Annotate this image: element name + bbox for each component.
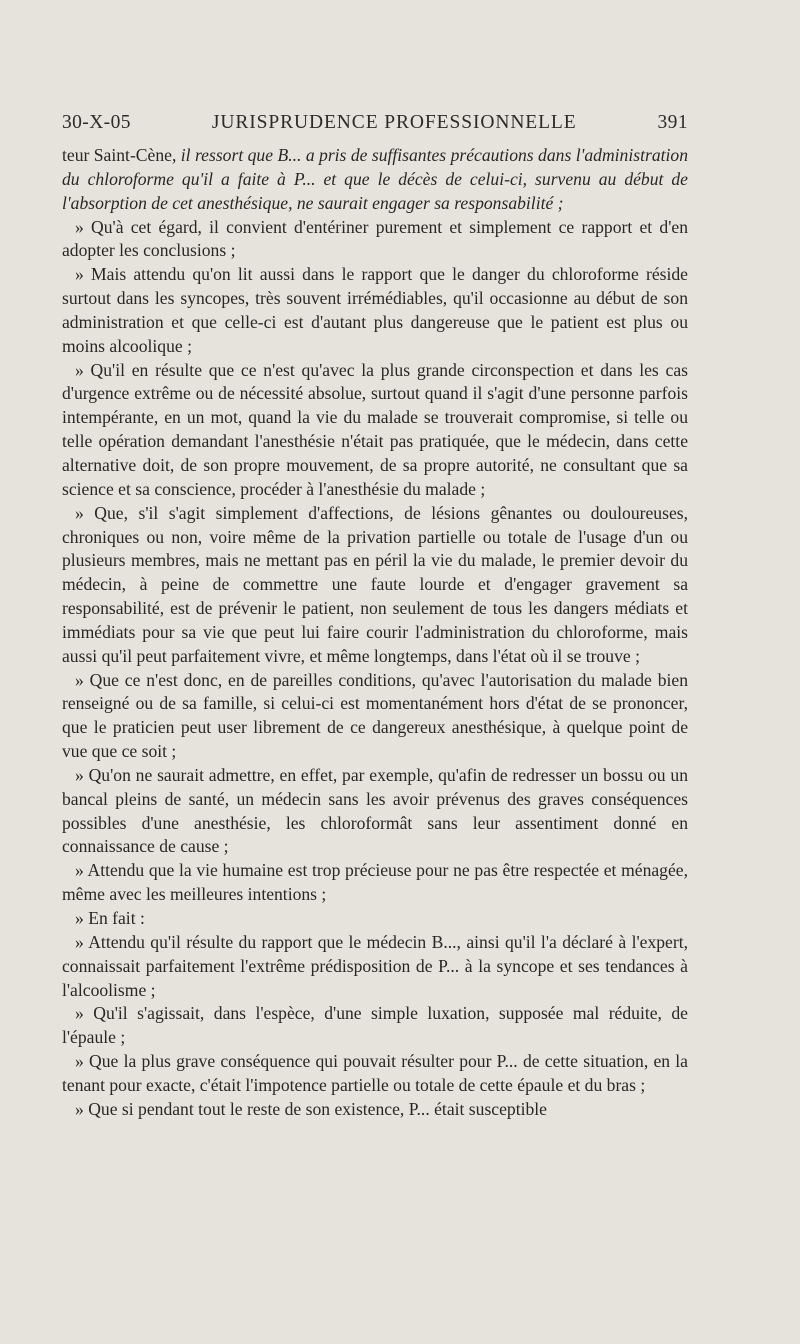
paragraph: » Qu'à cet égard, il convient d'entériner purement et simplement ce rapport et d'en adopter les conclusions ; (62, 216, 688, 261)
italic-text: il ressort que B... a pris de suffisantes précautions dans l'administration du chloroforme qu'il a faite à P... et que le décès de celui-ci, survenu au début de l'absorption de cet anesthésique, ne saurait engager sa responsabilité ; (62, 145, 688, 213)
header-title: JURISPRUDENCE PROFESSIONNELLE (211, 112, 577, 133)
paragraph: » En fait : (75, 908, 145, 928)
paragraph: » Que, s'il s'agit simplement d'affections, de lésions gênantes ou douloureuses, chroniques ou non, voire même de la privation partielle ou totale de l'usage d'un ou plusieurs membres, mais ne mettant pas en péril la vie du malade, le premier devoir du médecin, à peine de commettre une faute lourde et d'engager gravement sa responsabilité, est de prévenir le patient, non seulement de tous les dangers médiats et immédiats pour sa vie que peut lui faire courir l'administration du chloroforme, mais aussi qu'il peut parfaitement vivre, et même longtemps, dans l'état où il se trouve ; (62, 502, 688, 666)
paragraph: » Que la plus grave conséquence qui pouvait résulter pour P... de cette situation, en la tenant pour exacte, c'était l'impotence partielle ou totale de cette épaule et du bras ; (62, 1051, 688, 1095)
paragraph: » Que si pendant tout le reste de son existence, P... était susceptible (75, 1098, 547, 1119)
running-header (62, 112, 688, 144)
body-text (62, 144, 688, 1122)
paragraph: » Attendu qu'il résulte du rapport que le médecin B..., ainsi qu'il l'a déclaré à l'expert, connaissait parfaitement l'extrême prédisposition de P... à la syncope et ses tendances à l'alcoolisme ; (62, 931, 688, 1000)
paragraph: » Que ce n'est donc, en de pareilles conditions, qu'avec l'autorisation du malade bien renseigné ou de sa famille, si celui-ci est momentanément hors d'état de se prononcer, que le praticien peut user librement de ce dangereux anesthésique, à quelque point de vue que ce soit ; (62, 669, 688, 762)
paragraph: » Attendu que la vie humaine est trop précieuse pour ne pas être respectée et ménagée, même avec les meilleures intentions ; (62, 860, 688, 905)
paragraph (62, 144, 688, 216)
header-date: 30-X-05 (62, 112, 131, 133)
paragraph: » Qu'il en résulte que ce n'est qu'avec la plus grande circonspection et dans les cas d'urgence extrême ou de nécessité absolue, surtout quand il s'agit d'une personne parfois intempérante, en un mot, quand la vie du malade se trouverait compromise, si telle ou telle opération demandant l'anesthésie n'était pas pratiquée, que le médecin, dans cette alternative doit, de son propre mouvement, de sa propre autorité, ne consultant que sa science et sa conscience, procéder à l'anesthésie du malade ; (62, 359, 688, 499)
document-page (62, 112, 688, 1122)
paragraph: » Qu'on ne saurait admettre, en effet, par exemple, qu'afin de redresser un bossu ou un bancal pleins de santé, un médecin sans les avoir prévenus des graves conséquences possibles d'une anesthésie, les chloroformât sans leur assentiment donné en connaissance de cause ; (62, 764, 688, 857)
paragraph: » Qu'il s'agissait, dans l'espèce, d'une simple luxation, supposée mal réduite, de l'épaule ; (62, 1003, 688, 1048)
paragraph-text: teur Saint-Cène, (62, 145, 181, 165)
paragraph: » Mais attendu qu'on lit aussi dans le rapport que le danger du chloroforme réside surtout dans les syncopes, très souvent irrémédiables, qu'il occasionne au début de son administration et que celle-ci est d'autant plus dangereuse que le patient est plus ou moins alcoolique ; (62, 264, 688, 356)
page-number: 391 (657, 112, 688, 133)
